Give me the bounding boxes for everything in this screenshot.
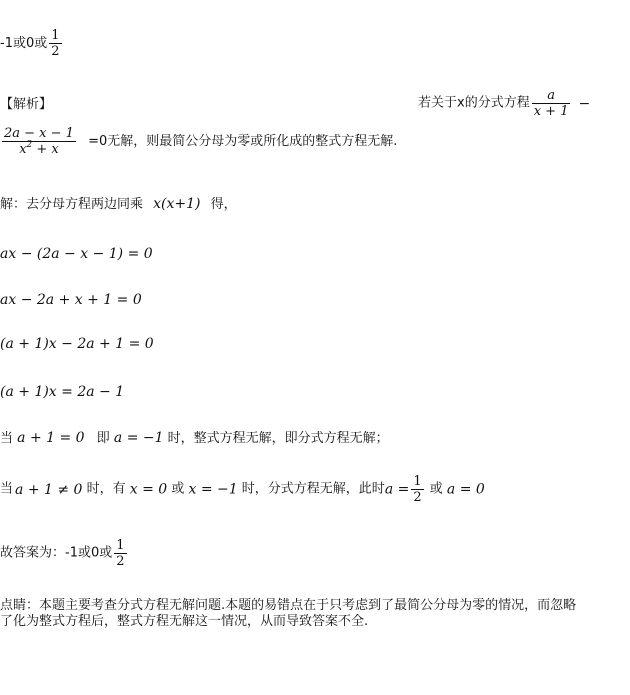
fraction-numerator: a bbox=[547, 88, 555, 103]
solution-text: 解：去分母方程两边同乘 bbox=[0, 197, 144, 212]
case1-text-3: 时，整式方程无解，即分式方程无解； bbox=[167, 431, 389, 446]
final-answer-fraction bbox=[114, 538, 126, 569]
equation-2: ax − 2a + x + 1 = 0 bbox=[0, 292, 142, 308]
fraction-numerator: 1 bbox=[413, 474, 422, 489]
top-answer bbox=[0, 28, 64, 59]
case1-math-2: a = −1 bbox=[113, 430, 164, 446]
analysis-heading: 【解析】 bbox=[0, 97, 53, 112]
equation-4: (a + 1)x = 2a − 1 bbox=[0, 384, 125, 400]
solution-text-tail: 得， bbox=[210, 197, 237, 212]
fraction-numerator: 1 bbox=[116, 538, 125, 553]
fraction-numerator: 1 bbox=[51, 28, 60, 43]
intro-text: 若关于x的分式方程 bbox=[418, 95, 530, 111]
multiplier-expression: x(x+1) bbox=[153, 196, 201, 212]
comment-line-1: 点睛：本题主要考查分式方程无解问题.本题的易错点在于只考虑到了最简公分母为零的情况，而忽略 bbox=[0, 598, 577, 613]
case2-text: 当 bbox=[0, 481, 14, 497]
case2-math-1: a + 1 ≠ 0 bbox=[15, 481, 83, 498]
case2-text-4: 时，分式方程无解，此时 bbox=[241, 481, 385, 497]
fraction-denominator bbox=[17, 142, 61, 157]
case2-fraction bbox=[411, 474, 423, 505]
case-2-line bbox=[0, 474, 485, 505]
fraction-denominator: x + 1 bbox=[533, 104, 569, 119]
fraction-numerator: 2a − x − 1 bbox=[4, 126, 74, 141]
final-answer bbox=[0, 538, 129, 569]
case2-math-2: x = 0 bbox=[129, 481, 168, 498]
case2-text-2: 时，有 bbox=[86, 481, 126, 497]
den-base: x bbox=[19, 142, 27, 157]
fraction-denominator: 2 bbox=[116, 554, 125, 569]
fraction-denominator: 2 bbox=[51, 44, 60, 59]
fraction-a-over-x-plus-1 bbox=[532, 88, 571, 119]
den-exponent: 2 bbox=[26, 140, 33, 150]
comment-line-2: 了化为整式方程后，整式方程无解这一情况，从而导致答案不全. bbox=[0, 614, 369, 629]
case2-math-4: a = bbox=[384, 481, 410, 498]
analysis-intro-right bbox=[418, 88, 590, 119]
den-rest: + x bbox=[32, 142, 59, 157]
final-answer-prefix: 故答案为：-1或0或 bbox=[0, 545, 113, 561]
case1-math-1: a + 1 = 0 bbox=[17, 430, 85, 446]
case1-text-2: 即 bbox=[96, 431, 110, 446]
fraction-main bbox=[2, 126, 76, 157]
case2-text-5: 或 bbox=[429, 481, 443, 497]
solution-line-1 bbox=[0, 196, 237, 213]
case2-math-3: x = −1 bbox=[188, 481, 238, 498]
analysis-line-2 bbox=[0, 126, 397, 157]
case2-math-5: a = 0 bbox=[446, 481, 485, 498]
equation-1: ax − (2a − x − 1) = 0 bbox=[0, 246, 153, 262]
top-answer-prefix: -1或0或 bbox=[0, 36, 48, 51]
case-1-line bbox=[0, 430, 389, 447]
equation-3: (a + 1)x − 2a + 1 = 0 bbox=[0, 336, 154, 352]
intro-tail-text: =0无解，则最简公分母为零或所化成的整式方程无解. bbox=[88, 133, 398, 149]
case1-text: 当 bbox=[0, 431, 14, 446]
fraction-denominator: 2 bbox=[413, 490, 422, 505]
minus-sign: − bbox=[578, 95, 591, 112]
case2-text-3: 或 bbox=[171, 481, 185, 497]
top-answer-fraction bbox=[49, 28, 61, 59]
